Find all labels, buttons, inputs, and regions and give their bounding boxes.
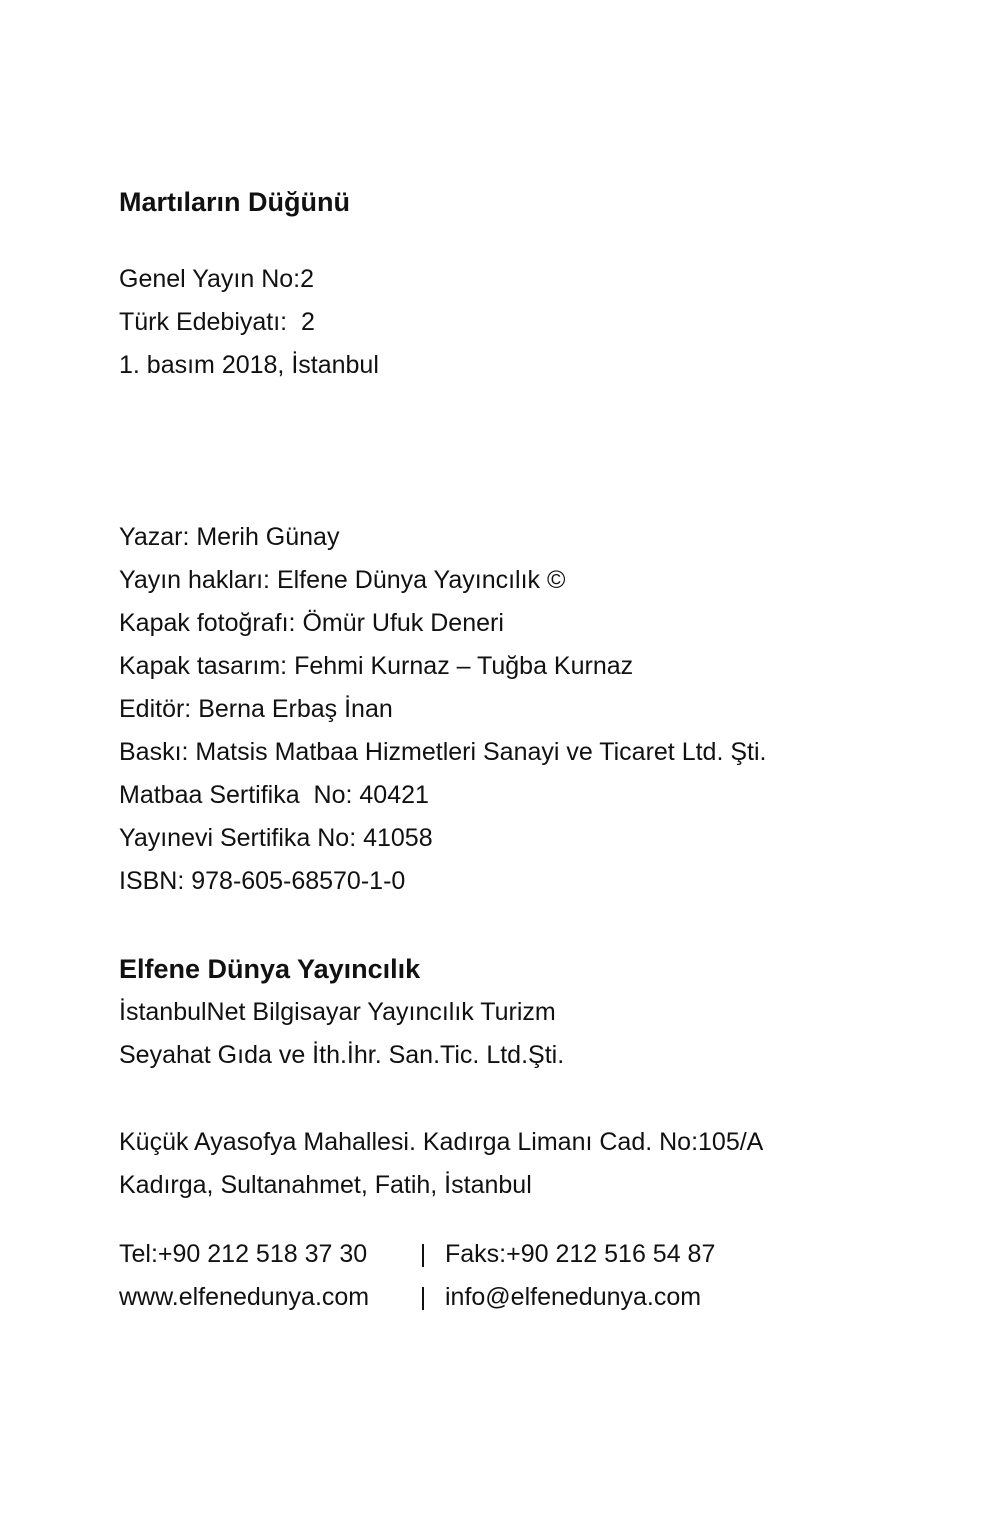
book-title: Martıların Düğünü	[119, 187, 350, 217]
book-title-block	[119, 186, 350, 218]
cover-photo-credit: Kapak fotoğrafı: Ömür Ufuk Deneri	[119, 609, 504, 637]
printing-info: 1. basım 2018, İstanbul	[119, 351, 379, 379]
company-line-1: İstanbulNet Bilgisayar Yayıncılık Turizm	[119, 998, 556, 1026]
address-line-2: Kadırga, Sultanahmet, Fatih, İstanbul	[119, 1171, 532, 1199]
email-link[interactable]: info@elfenedunya.com	[445, 1283, 702, 1311]
general-publication-number: Genel Yayın No:2	[119, 265, 315, 293]
publisher-name: Elfene Dünya Yayıncılık	[119, 954, 421, 984]
credits-list	[119, 516, 766, 903]
edition-info	[119, 258, 379, 387]
printer-certificate: Matbaa Sertifika No: 40421	[119, 781, 429, 809]
publisher-company	[119, 991, 564, 1077]
contact-info	[119, 1233, 715, 1319]
company-line-2: Seyahat Gıda ve İth.İhr. San.Tic. Ltd.Şti.	[119, 1041, 565, 1069]
address	[119, 1121, 763, 1207]
isbn: ISBN: 978-605-68570-1-0	[119, 867, 406, 895]
phone-number: Tel:+90 212 518 37 30	[119, 1240, 368, 1268]
cover-design-credit: Kapak tasarım: Fehmi Kurnaz – Tuğba Kurnaz	[119, 652, 634, 680]
publisher-certificate: Yayınevi Sertifika No: 41058	[119, 824, 433, 852]
separator: |	[419, 1283, 427, 1311]
rights-credit: Yayın hakları: Elfene Dünya Yayıncılık ©	[119, 566, 566, 594]
separator: |	[419, 1240, 427, 1268]
contact-row-web	[119, 1276, 715, 1319]
author-credit: Yazar: Merih Günay	[119, 523, 340, 551]
editor-credit: Editör: Berna Erbaş İnan	[119, 695, 393, 723]
series-number: Türk Edebiyatı: 2	[119, 308, 315, 336]
fax-number: Faks:+90 212 516 54 87	[445, 1240, 716, 1268]
website-link[interactable]: www.elfenedunya.com	[119, 1283, 370, 1311]
contact-row-phone	[119, 1233, 715, 1276]
publisher-name-block	[119, 953, 420, 985]
address-line-1: Küçük Ayasofya Mahallesi. Kadırga Limanı Cad. No:105/A	[119, 1128, 764, 1156]
printing-house-credit: Baskı: Matsis Matbaa Hizmetleri Sanayi ve Ticaret Ltd. Şti.	[119, 738, 767, 766]
